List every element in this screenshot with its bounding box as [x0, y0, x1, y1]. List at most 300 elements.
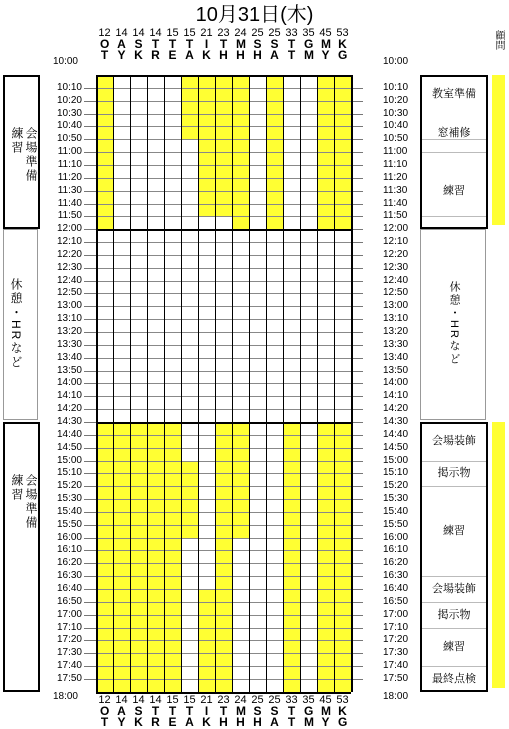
- tick-mark: [84, 640, 96, 641]
- right-activity-label: 掲示物: [437, 608, 471, 621]
- attendance-cell: [317, 422, 334, 692]
- right-activity-label: 練習: [443, 184, 465, 197]
- tick-mark: [84, 152, 96, 153]
- column-code: KG: [338, 37, 348, 62]
- grid-row-line: [96, 563, 351, 564]
- grid-col-line: [96, 75, 98, 692]
- column-header: [198, 28, 215, 61]
- column-header: [96, 695, 113, 728]
- attendance-cell: [96, 422, 113, 692]
- grid-row-line: [96, 268, 351, 269]
- time-label: 15:50: [383, 518, 409, 530]
- tick-mark: [84, 486, 96, 487]
- time-label: 17:30: [383, 647, 409, 659]
- column-header: [334, 695, 351, 728]
- grid-row-line: [96, 538, 351, 539]
- grid-row-line: [96, 255, 351, 256]
- column-header: [232, 28, 249, 61]
- column-number: 25: [251, 27, 264, 39]
- time-label: 12:20: [56, 248, 82, 260]
- column-code: TH: [219, 703, 228, 729]
- time-label: 16:50: [383, 595, 409, 607]
- column-code: TE: [168, 703, 177, 729]
- grid-row-line: [96, 281, 351, 282]
- time-label: 16:00: [56, 531, 82, 543]
- time-label: 14:30: [56, 415, 82, 427]
- tick-mark: [84, 422, 96, 423]
- time-label: 14:10: [383, 390, 409, 402]
- column-header: [317, 695, 334, 728]
- right-activity-label: 窓補修: [437, 126, 471, 139]
- tick-mark: [84, 589, 96, 590]
- grid-col-line: [334, 75, 335, 692]
- time-label: 11:20: [57, 171, 82, 183]
- time-label: 16:40: [56, 583, 82, 594]
- tick-mark: [84, 371, 96, 372]
- time-label: 10:50: [56, 133, 82, 145]
- right-separator: [422, 139, 486, 140]
- tick-mark: [84, 268, 96, 269]
- attendance-cell: [215, 75, 232, 216]
- attendance-cell: [181, 75, 198, 139]
- time-label: 13:30: [56, 338, 82, 350]
- column-number: 21: [200, 693, 213, 706]
- grid-col-line: [317, 75, 318, 692]
- column-code: TA: [185, 703, 194, 729]
- tick-mark: [84, 435, 96, 436]
- column-header: [181, 695, 198, 728]
- column-code: TA: [185, 37, 194, 62]
- column-number: 35: [302, 693, 315, 706]
- time-label: 16:40: [383, 583, 409, 594]
- column-number: 15: [166, 27, 179, 39]
- right-separator: [422, 216, 486, 217]
- grid-row-line: [96, 332, 351, 333]
- attendance-cell: [147, 422, 164, 692]
- time-label: 15:40: [383, 505, 409, 517]
- time-label: 10:00: [383, 56, 409, 67]
- column-header: [215, 28, 232, 61]
- column-number: 23: [217, 693, 230, 706]
- column-code: AY: [117, 703, 126, 729]
- column-code: AY: [117, 37, 126, 62]
- time-label: 11:30: [383, 184, 408, 196]
- column-number: 24: [234, 693, 247, 706]
- grid-row-line: [96, 602, 351, 603]
- column-header: [266, 695, 283, 728]
- grid-row-line: [96, 448, 351, 449]
- tick-mark: [84, 628, 96, 629]
- right-separator: [422, 152, 486, 153]
- column-header: [300, 28, 317, 61]
- column-code: IK: [202, 703, 211, 729]
- column-number: 35: [302, 27, 315, 39]
- tick-mark: [84, 653, 96, 654]
- time-label: 11:40: [57, 197, 82, 209]
- right-separator: [422, 628, 486, 629]
- grid-row-line: [96, 152, 351, 153]
- column-header: [181, 28, 198, 61]
- grid-row-line: [96, 653, 351, 654]
- time-label: 12:30: [56, 261, 82, 273]
- tick-mark: [84, 461, 96, 462]
- grid-col-line: [130, 75, 131, 692]
- tick-mark: [84, 216, 96, 217]
- column-code: SA: [270, 703, 279, 729]
- right-activity-label: 練習: [443, 640, 465, 653]
- time-label: 17:10: [383, 621, 409, 633]
- tick-mark: [84, 679, 96, 680]
- time-label: 10:30: [383, 107, 409, 119]
- time-label: 11:50: [57, 210, 82, 222]
- left-activity-box: [3, 75, 40, 229]
- time-label: 13:20: [56, 326, 82, 337]
- time-label: 17:50: [383, 672, 409, 684]
- time-label: 15:00: [383, 454, 409, 466]
- time-label: 10:30: [56, 107, 82, 119]
- column-code: SA: [270, 37, 279, 62]
- right-separator: [422, 666, 486, 667]
- tick-mark: [84, 229, 96, 230]
- grid-row-line: [96, 486, 351, 487]
- time-label: 15:30: [56, 493, 82, 505]
- column-header: [113, 695, 130, 728]
- grid-col-line: [266, 75, 267, 692]
- column-code: TT: [287, 703, 296, 729]
- time-label: 10:50: [383, 133, 409, 145]
- column-header: [300, 695, 317, 728]
- tick-mark: [84, 615, 96, 616]
- time-label: 16:30: [383, 570, 409, 582]
- time-label: 15:20: [56, 480, 82, 492]
- time-label: 16:30: [56, 570, 82, 582]
- grid-row-line: [96, 165, 351, 166]
- tick-mark: [84, 126, 96, 127]
- time-label: 15:10: [383, 467, 409, 479]
- time-label: 15:50: [56, 518, 82, 530]
- tick-mark: [84, 409, 96, 410]
- grid-row-line: [96, 666, 351, 667]
- grid-row-line: [96, 101, 351, 102]
- grid-col-line: [300, 75, 301, 692]
- grid-row-line: [96, 371, 351, 372]
- tick-mark: [84, 512, 96, 513]
- tick-mark: [84, 345, 96, 346]
- left-activity-box: [3, 229, 38, 420]
- time-label: 11:20: [383, 171, 408, 183]
- left-activity-text: 会場準備 練習: [10, 127, 38, 183]
- time-label: 11:40: [383, 197, 408, 209]
- column-number: 14: [115, 27, 128, 39]
- time-label: 13:50: [383, 364, 409, 376]
- column-code: GM: [304, 703, 314, 729]
- column-number: 24: [234, 27, 247, 39]
- attendance-cell: [130, 422, 147, 692]
- time-label: 13:00: [56, 300, 82, 312]
- right-activity-label: 教室準備: [432, 88, 476, 101]
- time-label: 13:40: [383, 351, 409, 363]
- time-label: 15:30: [383, 493, 409, 505]
- grid-row-line: [96, 692, 351, 694]
- right-separator: [422, 461, 486, 462]
- column-header: [96, 28, 113, 61]
- tick-mark: [84, 538, 96, 539]
- column-header: [198, 695, 215, 728]
- grid-col-line: [198, 75, 199, 692]
- grid-row-line: [96, 306, 351, 307]
- grid-row-line: [96, 473, 351, 474]
- tick-mark: [84, 204, 96, 205]
- column-header: [283, 695, 300, 728]
- grid-row-line: [96, 75, 351, 77]
- grid-row-line: [96, 178, 351, 179]
- time-label: 14:40: [383, 428, 409, 440]
- column-number: 15: [183, 693, 196, 706]
- time-label: 12:50: [383, 287, 409, 299]
- time-label: 11:10: [383, 158, 408, 170]
- right-separator: [422, 486, 486, 487]
- time-label: 10:10: [383, 81, 409, 93]
- grid-col-line: [164, 75, 165, 692]
- time-label: 14:00: [56, 377, 82, 389]
- tick-mark: [84, 88, 96, 89]
- column-header: [215, 695, 232, 728]
- column-number: 14: [115, 693, 128, 706]
- column-number: 53: [336, 693, 349, 706]
- tick-mark: [84, 383, 96, 384]
- grid-row-line: [96, 216, 351, 217]
- grid-row-line: [96, 679, 351, 680]
- grid-row-line: [96, 191, 351, 192]
- time-label: 10:00: [52, 56, 78, 67]
- column-header: [147, 695, 164, 728]
- tick-mark: [84, 281, 96, 282]
- column-code: MH: [236, 37, 246, 62]
- column-number: 14: [149, 693, 162, 706]
- tick-mark: [84, 101, 96, 102]
- column-code: SK: [134, 37, 143, 62]
- time-label: 14:20: [383, 403, 409, 415]
- attendance-cell: [232, 422, 249, 538]
- column-header: [130, 695, 147, 728]
- advisor-attendance: [492, 422, 505, 688]
- column-number: 12: [98, 27, 111, 39]
- column-number: 14: [149, 27, 162, 39]
- right-activity-label: 会場装飾: [432, 583, 476, 595]
- time-label: 12:50: [56, 287, 82, 299]
- column-code: MH: [236, 703, 246, 729]
- time-label: 17:00: [383, 608, 409, 620]
- attendance-cell: [283, 422, 300, 692]
- column-code: TR: [151, 37, 160, 62]
- column-number: 12: [98, 693, 111, 706]
- left-activity-text: 休憩・HRなど: [9, 278, 23, 370]
- grid-row-line: [96, 319, 351, 320]
- time-label: 13:10: [56, 313, 82, 325]
- attendance-cell: [113, 422, 130, 692]
- time-label: 10:20: [56, 94, 82, 106]
- time-label: 12:10: [383, 236, 409, 248]
- column-code: TT: [287, 37, 296, 62]
- tick-mark: [84, 358, 96, 359]
- column-number: 14: [132, 693, 145, 706]
- time-label: 13:00: [383, 300, 409, 312]
- grid-row-line: [96, 628, 351, 629]
- grid-row-line: [96, 229, 351, 231]
- time-label: 14:50: [56, 441, 82, 453]
- attendance-cell: [198, 75, 215, 216]
- grid-row-line: [96, 242, 351, 243]
- grid-col-line: [113, 75, 114, 692]
- grid-col-line: [147, 75, 148, 692]
- grid-row-line: [96, 345, 351, 346]
- time-label: 14:30: [383, 415, 409, 427]
- time-label: 18:00: [383, 690, 409, 702]
- column-number: 53: [336, 27, 349, 39]
- tick-mark: [84, 473, 96, 474]
- attendance-cell: [164, 422, 181, 692]
- time-label: 13:50: [56, 364, 82, 376]
- time-label: 14:40: [56, 428, 82, 440]
- grid-row-line: [96, 461, 351, 462]
- time-label: 11:10: [57, 158, 82, 170]
- column-number: 15: [166, 693, 179, 706]
- attendance-cell: [334, 422, 351, 692]
- tick-mark: [84, 525, 96, 526]
- column-code: SH: [253, 703, 262, 729]
- grid-row-line: [96, 435, 351, 436]
- time-label: 18:00: [52, 690, 78, 702]
- time-label: 17:50: [56, 672, 82, 684]
- time-label: 17:00: [56, 608, 82, 620]
- time-label: 14:00: [383, 377, 409, 389]
- time-label: 16:20: [56, 557, 82, 569]
- column-header: [232, 695, 249, 728]
- right-activity-label: 最終点検: [432, 672, 476, 685]
- column-header: [130, 28, 147, 61]
- column-header: [164, 28, 181, 61]
- time-label: 17:40: [383, 660, 409, 672]
- grid-col-line: [232, 75, 233, 692]
- column-header: [164, 695, 181, 728]
- column-header: [249, 695, 266, 728]
- column-number: 14: [132, 27, 145, 39]
- grid-row-line: [96, 409, 351, 410]
- column-number: 45: [319, 27, 332, 39]
- right-activity-label: 休憩・HRなど: [448, 280, 460, 366]
- column-header: [266, 28, 283, 61]
- tick-mark: [84, 293, 96, 294]
- column-number: 33: [285, 693, 298, 706]
- time-label: 15:20: [383, 480, 409, 492]
- column-code: OT: [100, 703, 110, 729]
- tick-mark: [84, 448, 96, 449]
- tick-mark: [84, 139, 96, 140]
- grid-row-line: [96, 589, 351, 590]
- tick-mark: [84, 563, 96, 564]
- time-label: 11:50: [383, 210, 408, 222]
- time-label: 12:40: [383, 274, 409, 286]
- column-number: 25: [268, 27, 281, 39]
- column-code: MY: [321, 703, 331, 729]
- column-number: 15: [183, 27, 196, 39]
- time-label: 14:10: [56, 390, 82, 402]
- time-label: 14:50: [383, 441, 409, 453]
- time-label: 16:10: [56, 544, 82, 556]
- grid-row-line: [96, 640, 351, 641]
- right-activity-label: 練習: [443, 525, 465, 538]
- grid-col-line: [283, 75, 284, 692]
- column-code: SK: [134, 703, 143, 729]
- tick-mark: [84, 191, 96, 192]
- column-code: GM: [304, 37, 314, 62]
- column-number: 25: [268, 693, 281, 706]
- column-number: 45: [319, 693, 332, 706]
- tick-mark: [84, 499, 96, 500]
- time-label: 17:40: [56, 660, 82, 672]
- time-label: 16:20: [383, 557, 409, 569]
- page-title: 10月31日(木): [195, 4, 314, 26]
- tick-mark: [84, 332, 96, 333]
- grid-col-line: [249, 75, 250, 692]
- grid-row-line: [96, 615, 351, 616]
- right-activity-label: 掲示物: [437, 467, 471, 480]
- grid-row-line: [96, 550, 351, 551]
- time-label: 16:10: [383, 544, 409, 556]
- attendance-cell: [215, 422, 232, 692]
- grid-row-line: [96, 499, 351, 500]
- time-label: 17:10: [56, 621, 82, 633]
- column-code: TR: [151, 703, 160, 729]
- left-activity-box: [3, 422, 40, 692]
- time-label: 11:00: [57, 146, 82, 158]
- tick-mark: [84, 165, 96, 166]
- grid-row-line: [96, 396, 351, 397]
- time-label: 12:20: [383, 248, 409, 260]
- time-label: 17:20: [56, 634, 82, 646]
- advisor-attendance: [492, 75, 505, 225]
- right-activity-label: 会場装飾: [432, 435, 476, 448]
- grid-col-line: [181, 75, 182, 692]
- time-label: 12:40: [56, 274, 82, 286]
- advisor-label: 顧問: [493, 30, 504, 50]
- time-label: 14:20: [56, 403, 82, 415]
- grid-row-line: [96, 383, 351, 384]
- time-label: 12:30: [383, 261, 409, 273]
- tick-mark: [84, 396, 96, 397]
- right-separator: [422, 602, 486, 603]
- tick-mark: [84, 602, 96, 603]
- tick-mark: [84, 666, 96, 667]
- right-separator: [422, 576, 486, 577]
- grid-row-line: [96, 525, 351, 526]
- column-header: [317, 28, 334, 61]
- time-label: 13:30: [383, 338, 409, 350]
- grid-row-line: [96, 512, 351, 513]
- grid-row-line: [96, 358, 351, 359]
- column-code: SH: [253, 37, 262, 62]
- time-label: 12:00: [56, 223, 82, 235]
- tick-mark: [84, 319, 96, 320]
- column-number: 23: [217, 27, 230, 39]
- column-header: [334, 28, 351, 61]
- column-header: [249, 28, 266, 61]
- grid-row-line: [96, 139, 351, 140]
- column-header: [283, 28, 300, 61]
- column-code: TH: [219, 37, 228, 62]
- column-code: MY: [321, 37, 331, 62]
- time-label: 12:10: [56, 236, 82, 248]
